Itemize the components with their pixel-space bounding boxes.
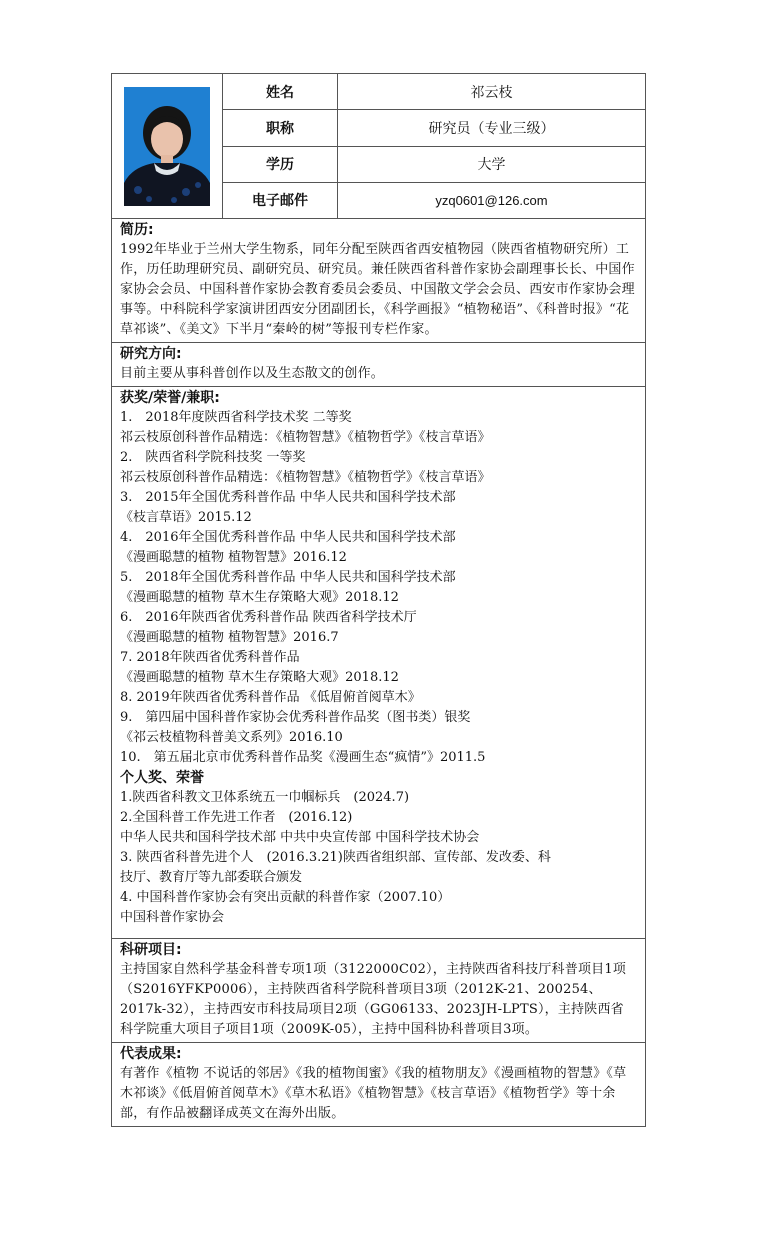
personal-award-line: 技厅、教育厅等九部委联合颁发 [120, 870, 303, 885]
personal-award-line: 中国科普作家协会 [120, 910, 225, 925]
personal-award-line: 3. 陕西省科普先进个人 (2016.3.21)陕西省组织部、宣传部、发改委、科 [120, 850, 551, 865]
awards-section [112, 387, 645, 939]
research-title: 研究方向: [120, 346, 182, 362]
info-row-title [223, 110, 645, 146]
research-text: 目前主要从事科普创作以及生态散文的创作。 [120, 366, 385, 381]
portrait-image [124, 87, 210, 206]
award-line: 祁云枝原创科普作品精选：《植物智慧》《植物哲学》《枝言草语》 [120, 470, 491, 485]
personal-award-line: 1.陕西省科教文卫体系统五一巾帼标兵 (2024.7) [120, 790, 410, 805]
email-value[interactable]: yzq0601@126.com [435, 192, 548, 208]
personal-award-line: 2.全国科普工作先进工作者 (2016.12) [120, 810, 353, 825]
award-line: 《漫画聪慧的植物 植物智慧》2016.7 [120, 630, 339, 645]
info-row-education [223, 147, 645, 183]
award-line: 10. 第五届北京市优秀科普作品奖《漫画生态“疯情”》2011.5 [120, 750, 486, 765]
title-label: 职称 [223, 110, 338, 145]
award-line: 8. 2019年陕西省优秀科普作品 《低眉俯首阅草木》 [120, 690, 421, 705]
award-line: 《祁云枝植物科普美文系列》2016.10 [120, 730, 343, 745]
achievements-text: 有著作《植物 不说话的邻居》《我的植物闺蜜》《我的植物朋友》《漫画植物的智慧》《草木祁谈》《低眉俯首阅草木》《草木私语》《植物智慧》《枝言草语》《植物哲学》等十余部，有作品被翻译成英文在海外出版。 [120, 1066, 627, 1121]
award-line: 7. 2018年陕西省优秀科普作品 [120, 650, 300, 665]
award-line: 《漫画聪慧的植物 草木生存策略大观》2018.12 [120, 670, 399, 685]
award-line: 祁云枝原创科普作品精选：《植物智慧》《植物哲学》《枝言草语》 [120, 430, 491, 445]
award-line: 4. 2016年全国优秀科普作品 中华人民共和国科学技术部 [120, 530, 456, 545]
photo-cell [112, 74, 223, 218]
resume-title: 简历: [120, 222, 154, 238]
award-line: 5. 2018年全国优秀科普作品 中华人民共和国科学技术部 [120, 570, 456, 585]
profile-table [111, 73, 646, 1127]
name-label: 姓名 [223, 74, 338, 109]
awards-title: 获奖/荣誉/兼职: [120, 390, 220, 406]
award-line: 1. 2018年度陕西省科学技术奖 二等奖 [120, 410, 352, 425]
personal-award-line: 4. 中国科普作家协会有突出贡献的科普作家（2007.10） [120, 890, 451, 905]
award-line: 3. 2015年全国优秀科普作品 中华人民共和国科学技术部 [120, 490, 456, 505]
personal-awards-title: 个人奖、荣誉 [120, 770, 204, 786]
resume-text: 1992年毕业于兰州大学生物系，同年分配至陕西省西安植物园（陕西省植物研究所）工作，历任助理研究员、副研究员、研究员。兼任陕西省科普作家协会副理事长长、中国作家协会会员、中国科普作家协会教育委员会委员、中国散文学会会员、西安市作家协会理事等。中科院科学家演讲团西安分团副团长，《科学画报》“植物秘语”、《科普时报》“花草祁谈”、《美文》下半月“秦岭的树”等报刊专栏作家。 [120, 242, 635, 337]
award-line: 6. 2016年陕西省优秀科普作品 陕西省科学技术厅 [120, 610, 417, 625]
achievements-section [112, 1043, 645, 1126]
award-line: 9. 第四届中国科普作家协会优秀科普作品奖（图书类）银奖 [120, 710, 471, 725]
basic-info [223, 74, 645, 218]
award-line: 《枝言草语》2015.12 [120, 510, 252, 525]
education-label: 学历 [223, 147, 338, 182]
personal-award-line: 中华人民共和国科学技术部 中共中央宣传部 中国科学技术协会 [120, 830, 480, 845]
profile-header [112, 74, 645, 219]
projects-text: 主持国家自然科学基金科普专项1项（3122000C02），主持陕西省科技厅科普项目1项（S2016YFKP0006），主持陕西省科学院科普项目3项（2012K-21、200254、2017k-32），主持西安市科技局项目2项（GG06133、2023JH-LPTS），主持陕西省科学院重大项目子项目1项（2009K-05），主持中国科协科普项目3项。 [120, 962, 627, 1037]
title-value: 研究员（专业三级） [428, 120, 555, 137]
award-line: 《漫画聪慧的植物 植物智慧》2016.12 [120, 550, 347, 565]
name-value: 祁云枝 [470, 84, 513, 101]
info-row-name [223, 74, 645, 110]
education-value: 大学 [477, 157, 506, 174]
projects-title: 科研项目: [120, 942, 182, 958]
projects-section [112, 939, 645, 1043]
award-line: 《漫画聪慧的植物 草木生存策略大观》2018.12 [120, 590, 399, 605]
info-row-email [223, 183, 645, 218]
research-section [112, 343, 645, 387]
email-label: 电子邮件 [223, 183, 338, 218]
resume-section [112, 219, 645, 343]
profile-photo [124, 87, 210, 206]
award-line: 2. 陕西省科学院科技奖 一等奖 [120, 450, 306, 465]
achievements-title: 代表成果: [120, 1046, 182, 1062]
